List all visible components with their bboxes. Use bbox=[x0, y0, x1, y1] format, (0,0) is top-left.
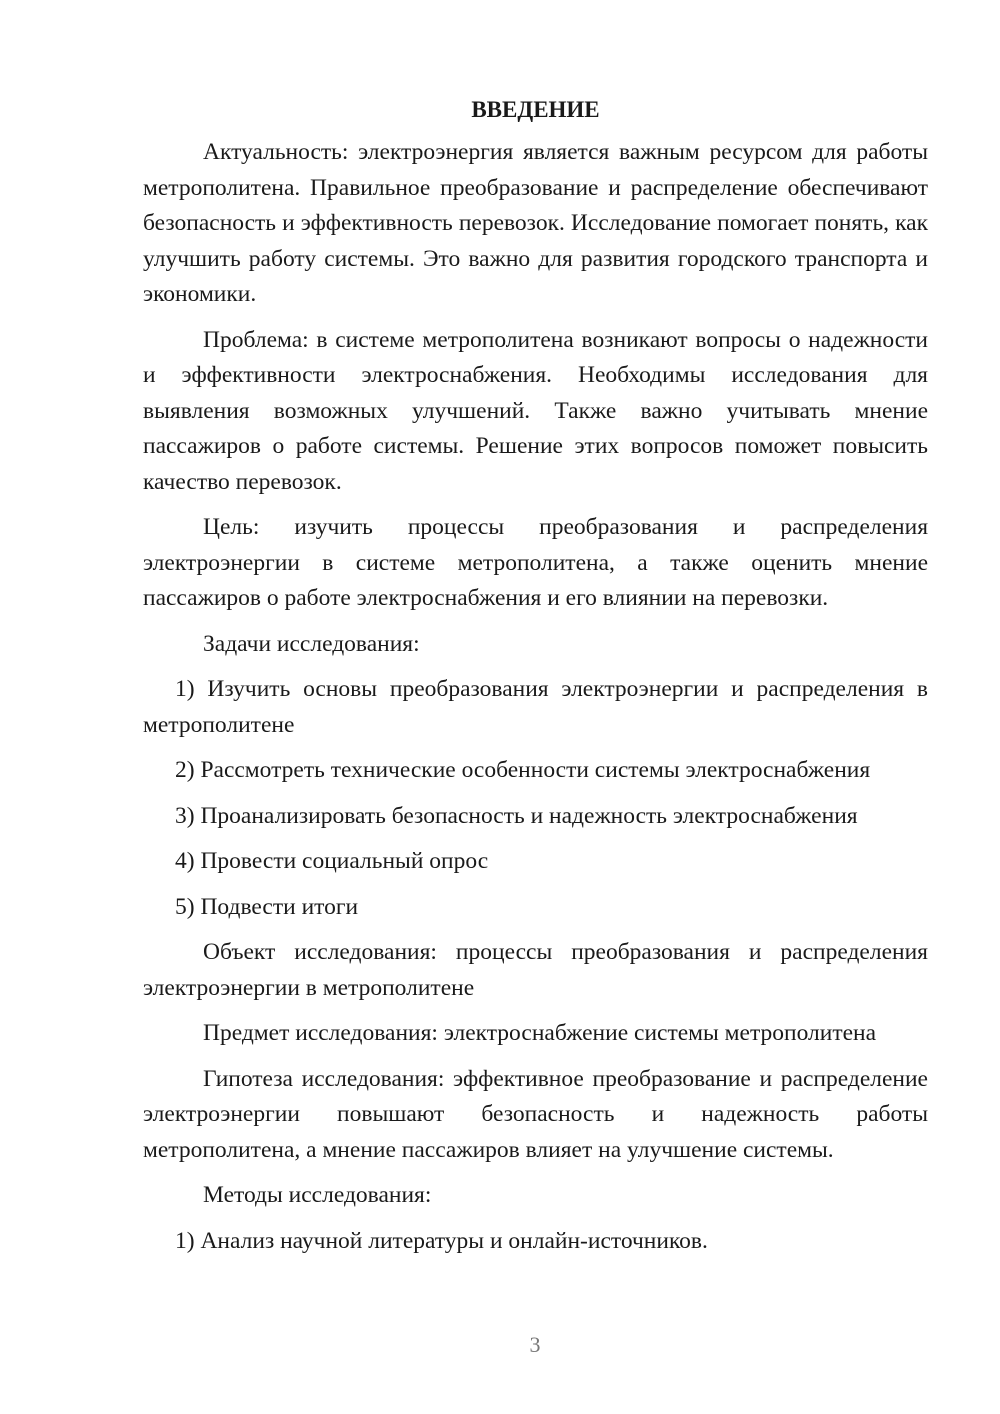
task-item: 1) Изучить основы преобразования электроэнергии и распределения в метрополитене bbox=[143, 676, 928, 738]
tasks-heading: Задачи исследования: bbox=[203, 630, 420, 657]
relevance-paragraph: Актуальность: электроэнергия является важным ресурсом для работы метрополитена. Правильное преобразование и распределение обеспечивают безопасность и эффективность перевозок. Исследование помогает понять, как улучшить работу системы. Это важно для развития городского транспорта и экономики. bbox=[143, 139, 928, 307]
hypothesis-paragraph: Гипотеза исследования: эффективное преобразование и распределение электроэнергии повышают безопасность и надежность работы метрополитена, а мнение пассажиров влияет на улучшение системы. bbox=[143, 1065, 928, 1163]
task-item: 5) Подвести итоги bbox=[175, 893, 359, 920]
document-body bbox=[143, 92, 928, 1269]
method-item: 1) Анализ научной литературы и онлайн-источников. bbox=[175, 1227, 708, 1254]
page-number: 3 bbox=[529, 1332, 541, 1357]
task-item: 4) Провести социальный опрос bbox=[175, 848, 489, 874]
problem-paragraph: Проблема: в системе метрополитена возникают вопросы о надежности и эффективности электроснабжения. Необходимы исследования для выявления возможных улучшений. Также важно учитывать мнение пассажиров о работе системы. Решение этих вопросов поможет повысить качество перевозок. bbox=[143, 326, 928, 495]
subject-paragraph: Предмет исследования: электроснабжение системы метрополитена bbox=[203, 1020, 877, 1046]
methods-heading: Методы исследования: bbox=[203, 1182, 432, 1208]
goal-paragraph: Цель: изучить процессы преобразования и распределения электроэнергии в системе метрополитена, а также оценить мнение пассажиров о работе электроснабжения и его влиянии на перевозки. bbox=[143, 514, 928, 611]
object-paragraph: Объект исследования: процессы преобразования и распределения электроэнергии в метрополитене bbox=[143, 939, 928, 1001]
task-item: 2) Рассмотреть технические особенности системы электроснабжения bbox=[175, 757, 871, 783]
section-title: ВВЕДЕНИЕ bbox=[471, 97, 600, 122]
task-item: 3) Проанализировать безопасность и надежность электроснабжения bbox=[175, 802, 858, 829]
